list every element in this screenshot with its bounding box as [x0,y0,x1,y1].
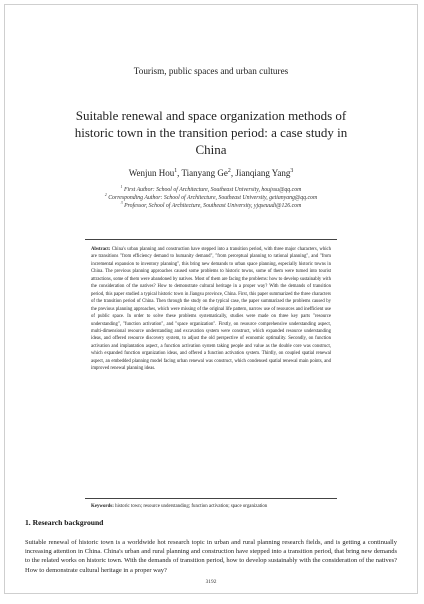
affiliation-text: Professor, School of Architecture, Southeast University, yjqseuudi@126.com [124,203,302,209]
running-header: Tourism, public spaces and urban cultures [133,66,289,76]
affiliations [85,186,337,210]
affiliation-superscript: 3 [120,201,123,206]
paper-page [4,4,418,594]
keywords-label: Keywords: [91,504,114,509]
author-superscript: 3 [290,168,294,174]
author-list: Wenjun Hou$^1$, Tianyang Ge$^2$, Jianqiang Yang$^3$ [128,168,294,178]
abstract-label: Abstract: [91,247,111,252]
affiliation-text: Corresponding Author: School of Architecture, Southeast University, getianyang@qq.com [108,195,318,201]
keywords-text: historic town; resource understanding; function activation; space organization [115,504,268,509]
page-number: 3192 [205,579,217,585]
abstract-top-rule [85,239,337,240]
body-paragraph: Suitable renewal of historic town is a worldwide hot research topic in urban and rural planning research fields, and is getting a continually increasing attention in China. China's urban and rural planning and construction have stepped into a transition period, that bring new demands to the related works on historic town. With the demands of transition period, how to develop sustainably with the consideration of the natives? How to demonstrate cultural heritage in a proper way? [25,539,397,574]
affiliation-text: First Author: School of Architecture, Southeast University, houjssu@qq.com [124,187,302,193]
paper-title: Suitable renewal and space organization methods of historic town in the transition period: a case study in China [74,108,348,157]
affiliation-superscript: 1 [120,185,123,190]
author-name: Tianyang Ge [181,168,228,178]
author-name: Wenjun Hou [128,168,175,178]
affiliation-superscript: 2 [104,193,107,198]
author-superscript: 2 [227,168,231,174]
abstract-text: China's urban planning and construction have stepped into a transition period, with three major characters, which are transitions "from efficiency demand to humanity demand", "from perceptual planning to rational planning", and "from incremental expansion to inventory planning", this bring new demands to urban space planning, especially historic towns in China. The previous planning approaches caused some problems to historic towns, some of them were turned into tourist attractions, some of them were abandoned by natives. Most of them are facing the problems: how to develop sustainably with the consideration of the natives? How to demonstrate cultural heritage in a proper way? With the demands of transition period, this paper studied a typical historic town in Jiangsu province, China. First, this paper summarized the three characters of the transition period of China. Then through the study on the typical case, the paper summarized the problems caused by the previous planning approaches, which were missing of the original life pattern, narrow use of resources and inefficient use of public space. In order to solve these problems systematically, studies were made on three key parts "resource understanding", "function activation", and "space organization". Firstly, on resource comprehensive understanding aspect, multi-dimensional resource understanding and excavation system were construct, which expanded resource understanding ideas, and offered resource discovery system, to adjust the old perspective of economic optimality. Secondly, on function activation and implantation aspect, a function activation system taking people and value as the double core was construct, which expanded function organization ideas, and offered a function activation system. Thirdly, on coupled spatial renewal aspect, an embedded planning model facing urban renewal was construct, which condensed spatial renewal main points, and improved renewal planning ideas. [91,247,331,372]
keywords [91,504,331,509]
section-heading: 1. Research background [25,518,104,527]
affiliation-line [85,202,337,210]
abstract [91,246,331,373]
abstract-bottom-rule [85,498,337,499]
affiliation-line [85,186,337,194]
author-name: Jianqiang Yang [235,168,291,178]
author-superscript: 1 [174,168,178,174]
